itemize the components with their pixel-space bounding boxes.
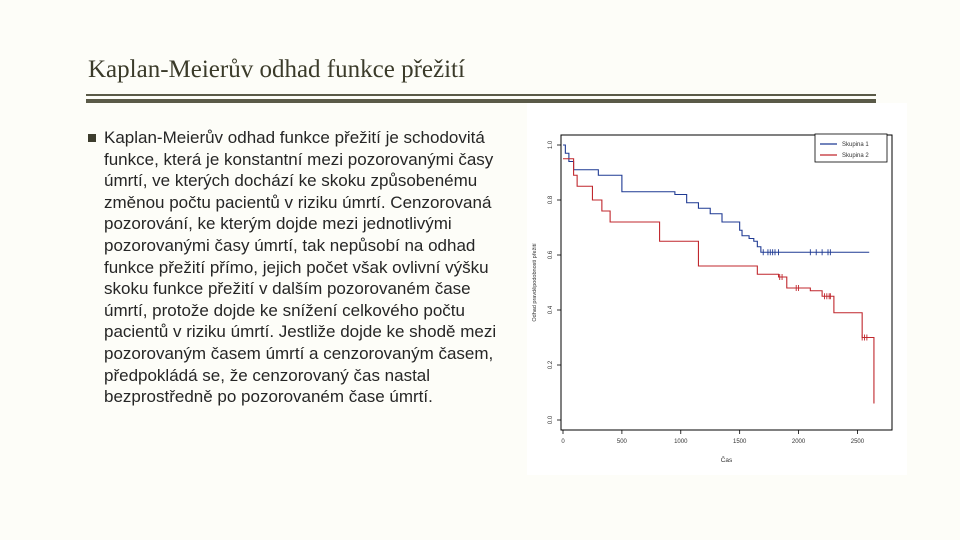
y-tick-label: 1.0: [548, 140, 554, 150]
bullet-block: [88, 127, 508, 408]
x-tick-label: 1000: [674, 439, 688, 445]
y-tick-label: 0.0: [548, 415, 554, 425]
x-axis-label: Čas: [720, 457, 733, 464]
y-tick-label: 0.4: [548, 305, 554, 315]
x-tick-label: 0: [561, 439, 565, 445]
plot-frame: [561, 135, 892, 430]
bullet-paragraph: Kaplan-Meierův odhad funkce přežití je schodovitá funkce, která je konstantní mezi pozorovanými časy úmrtí, ve kterých dochází ke skoku způsobenému změnou počtu pacientů v riziku úmrtí. Cenzorovaná pozorování, ke kterým dojde mezi jednotlivými pozorovanými časy úmrtí, tak nepůsobí na odhad funkce přežití přímo, jejich počet však ovlivní výšku skoku funkce přežití v dalším pozorovaném čase úmrtí, protože dojde ke snížení celkového počtu pacientů v riziku úmrtí. Jestliže dojde ke shodě mezi pozorovaným časem úmrtí a cenzorovaným časem, předpokládá se, že cenzorovaný čas nastal bezprostředně po pozorovaném čase úmrtí.: [104, 128, 497, 407]
y-tick-label: 0.2: [548, 360, 554, 370]
survival-chart: [527, 103, 907, 475]
y-axis-label: Odhad pravděpodobnosti přežití: [532, 243, 538, 322]
survival-chart-svg: [527, 103, 907, 475]
x-tick-label: 1500: [732, 439, 747, 445]
bullet-square-icon: [88, 134, 96, 142]
x-tick-label: 2000: [791, 439, 806, 445]
y-tick-label: 0.6: [548, 250, 554, 260]
x-tick-label: 500: [616, 439, 627, 445]
title-underline-top: [86, 94, 876, 96]
legend-label-2: Skupina 2: [842, 153, 869, 159]
x-tick-label: 2500: [850, 439, 865, 445]
y-tick-label: 0.8: [548, 195, 554, 205]
survival-curve-2: [563, 159, 874, 404]
legend-label-1: Skupina 1: [842, 142, 869, 148]
slide-title: Kaplan-Meierův odhad funkce přežití: [88, 56, 465, 83]
